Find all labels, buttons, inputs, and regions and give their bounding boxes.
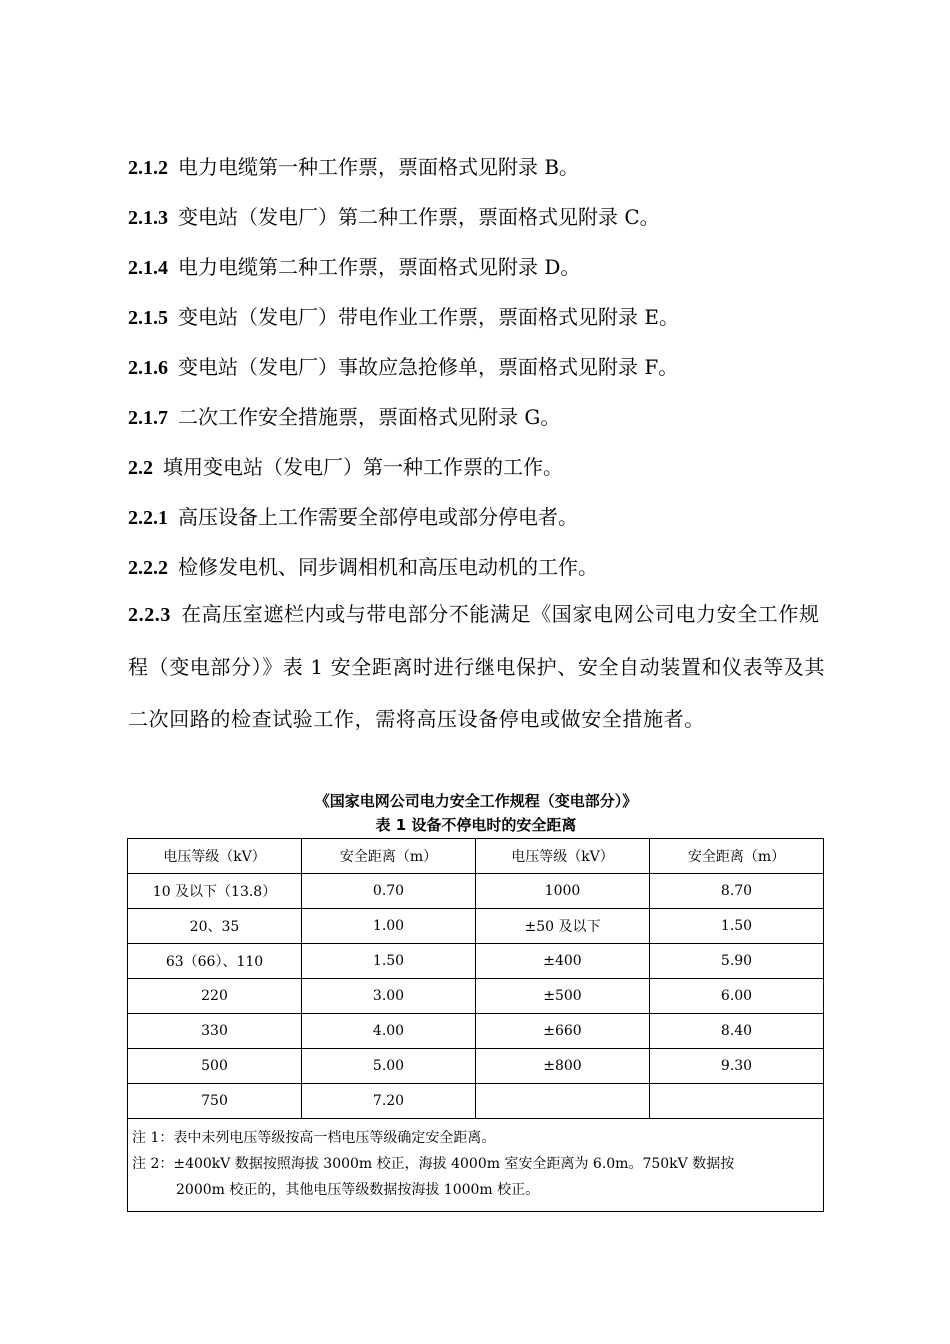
clause-2-1-3 (128, 192, 828, 243)
header-safe-distance: 安全距离（m） (650, 839, 824, 874)
table-notes (128, 1119, 824, 1212)
table-cell: 1000 (476, 874, 650, 909)
clause-text: 变电站（发电厂）第二种工作票，票面格式见附录 C。 (178, 205, 660, 229)
table-row (128, 909, 824, 944)
table-cell: ±500 (476, 979, 650, 1014)
table-note-2: 注 2：±400kV 数据按照海拔 3000m 校正，海拔 4000m 室安全距离为 6.0m。750kV 数据按 (132, 1156, 735, 1172)
table-cell (650, 1084, 824, 1119)
header-safe-distance: 安全距离（m） (302, 839, 476, 874)
clause-text: 二次工作安全措施票，票面格式见附录 G。 (178, 405, 561, 429)
table-cell: 20、35 (128, 909, 302, 944)
clause-2-2-2 (128, 542, 828, 593)
table-cell: ±660 (476, 1014, 650, 1049)
table-cell: ±400 (476, 944, 650, 979)
table-cell: 1.00 (302, 909, 476, 944)
table-cell: 330 (128, 1014, 302, 1049)
table-cell: 8.40 (650, 1014, 824, 1049)
clause-text: 变电站（发电厂）事故应急抢修单，票面格式见附录 F。 (178, 355, 679, 379)
table-title-source: 《国家电网公司电力安全工作规程（变电部分）》 (314, 792, 638, 810)
table-cell: 9.30 (650, 1049, 824, 1084)
table-cell: 63（66）、110 (128, 944, 302, 979)
header-voltage-level: 电压等级（kV） (476, 839, 650, 874)
clause-text: 填用变电站（发电厂）第一种工作票的工作。 (163, 455, 563, 479)
clause-text: 检修发电机、同步调相机和高压电动机的工作。 (178, 555, 598, 579)
clause-number: 2.1.3 (128, 207, 168, 229)
table-cell: 7.20 (302, 1084, 476, 1119)
table-cell: 6.00 (650, 979, 824, 1014)
table-row (128, 979, 824, 1014)
table-row (128, 1014, 824, 1049)
table-cell: 750 (128, 1084, 302, 1119)
clause-2-2-1 (128, 492, 828, 543)
table-cell: 500 (128, 1049, 302, 1084)
table-cell (476, 1084, 650, 1119)
clause-text: 电力电缆第二种工作票，票面格式见附录 D。 (178, 255, 581, 279)
clause-number: 2.1.6 (128, 357, 168, 379)
table-row (128, 874, 824, 909)
clause-2-1-7 (128, 392, 828, 443)
clause-number: 2.1.4 (128, 257, 168, 279)
table-note-1: 注 1：表中未列电压等级按高一档电压等级确定安全距离。 (132, 1130, 496, 1146)
table-cell: 10 及以下（13.8） (128, 874, 302, 909)
clause-2-1-5 (128, 292, 828, 343)
table-cell: 3.00 (302, 979, 476, 1014)
table-cell: 220 (128, 979, 302, 1014)
table-title-caption: 表 1 设备不停电时的安全距离 (375, 816, 577, 834)
table-cell: ±800 (476, 1049, 650, 1084)
table-cell: 5.90 (650, 944, 824, 979)
clause-number: 2.2.3 (128, 604, 171, 626)
clause-number: 2.1.5 (128, 307, 168, 329)
table-cell: 8.70 (650, 874, 824, 909)
clause-text: 电力电缆第一种工作票，票面格式见附录 B。 (178, 155, 580, 179)
clause-number: 2.2.1 (128, 507, 168, 529)
clause-text: 在高压室遮栏内或与带电部分不能满足《国家电网公司电力安全工作规程（变电部分）》表 1 安全距离时进行继电保护、安全自动装置和仪表等及其二次回路的检查试验工作，需将高压设备停电或做安全措施者。 (128, 602, 826, 731)
table-cell: 5.00 (302, 1049, 476, 1084)
clause-text: 高压设备上工作需要全部停电或部分停电者。 (178, 505, 578, 529)
table-row (128, 944, 824, 979)
safety-distance-table (127, 838, 824, 1212)
table-cell: 1.50 (302, 944, 476, 979)
header-voltage-level: 电压等级（kV） (128, 839, 302, 874)
clause-text: 变电站（发电厂）带电作业工作票，票面格式见附录 E。 (178, 305, 679, 329)
table-header-row (128, 839, 824, 874)
table-cell: 1.50 (650, 909, 824, 944)
clause-number: 2.1.2 (128, 157, 168, 179)
table-row (128, 1049, 824, 1084)
table-notes-row (128, 1119, 824, 1212)
table-cell: 4.00 (302, 1014, 476, 1049)
table-cell: ±50 及以下 (476, 909, 650, 944)
clause-2-1-2 (128, 142, 828, 193)
clause-number: 2.2.2 (128, 557, 168, 579)
table-cell: 0.70 (302, 874, 476, 909)
clause-number: 2.2 (128, 457, 153, 479)
clause-2-1-6 (128, 342, 828, 393)
clause-2-1-4 (128, 242, 828, 293)
table-row (128, 1084, 824, 1119)
table-note-2-continued: 2000m 校正的，其他电压等级数据按海拔 1000m 校正。 (176, 1182, 540, 1198)
clause-2-2 (128, 442, 828, 493)
clause-2-2-3 (128, 588, 828, 745)
clause-number: 2.1.7 (128, 407, 168, 429)
